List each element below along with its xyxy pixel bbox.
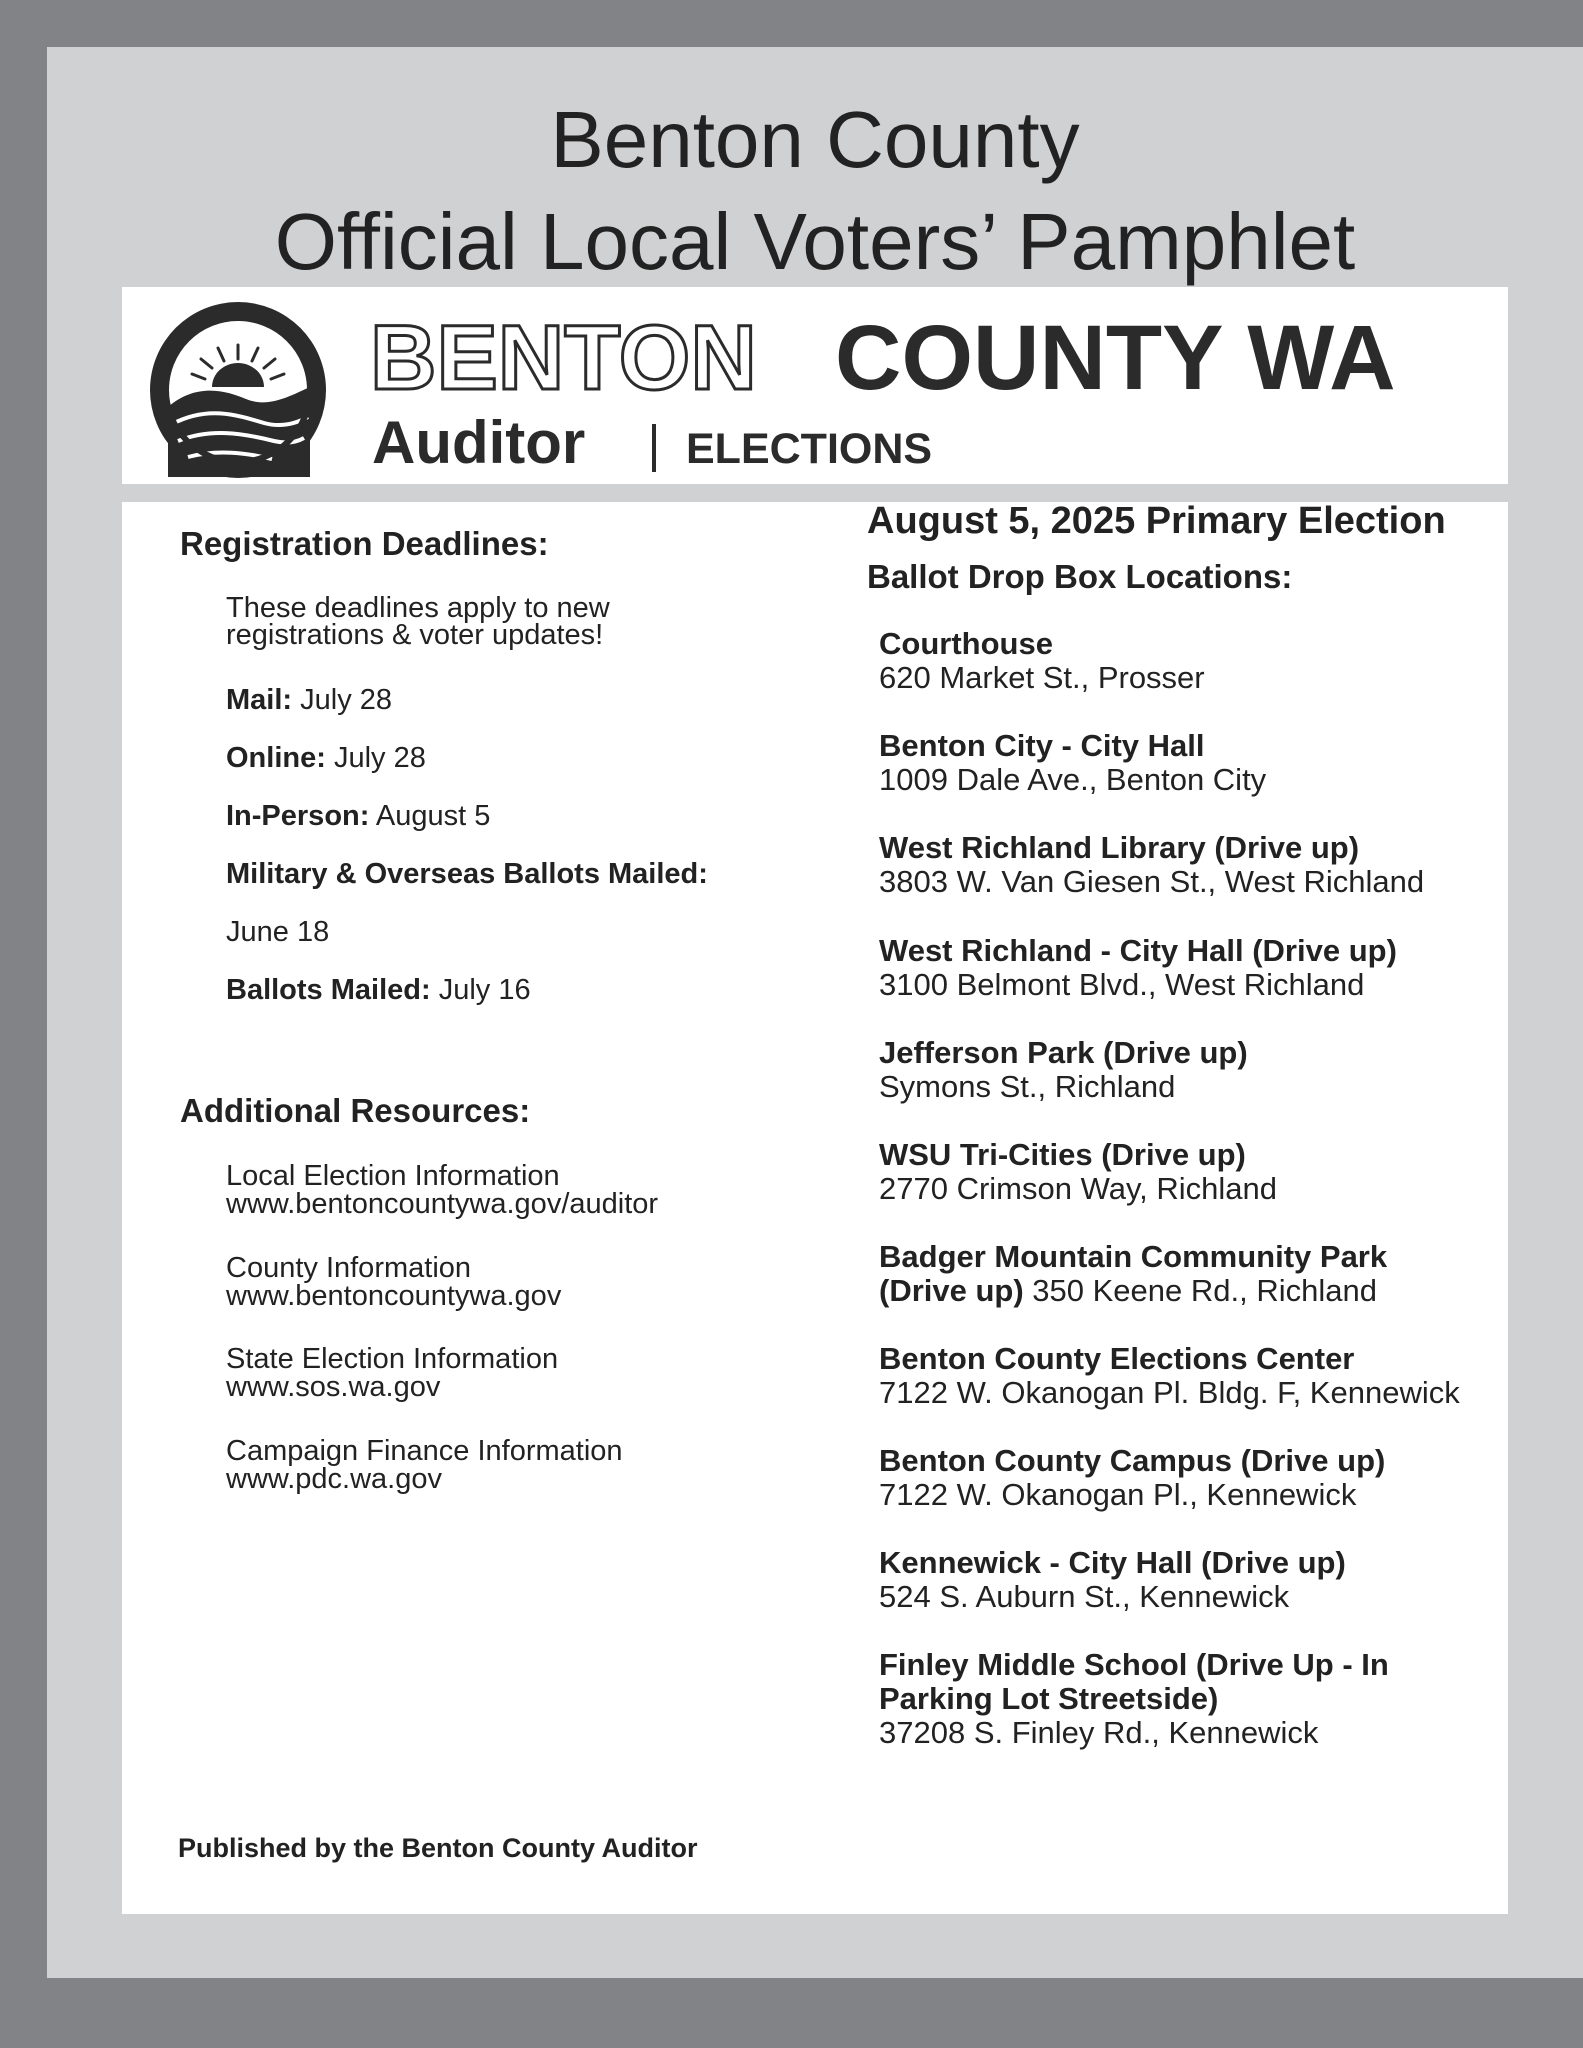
registration-heading: Registration Deadlines: [180, 525, 549, 562]
deadline-ballots-mailed: Ballots Mailed: July 16 [226, 974, 531, 1006]
deadline-online: Online: July 28 [226, 742, 426, 774]
auditor-elections-logo [122, 287, 1508, 484]
resource-label: Campaign Finance Information [226, 1435, 623, 1467]
logo-department: Auditor [372, 409, 586, 476]
location-address: 620 Market St., Prosser [879, 660, 1205, 695]
location-address: 350 Keene Rd., Richland [1023, 1273, 1377, 1308]
sunrise-hills-seal-icon [150, 302, 326, 478]
election-title: August 5, 2025 Primary Election [867, 500, 1446, 542]
location-address: 524 S. Auburn St., Kennewick [879, 1579, 1290, 1614]
dropbox-location [879, 831, 1424, 899]
location-name: Kennewick - City Hall (Drive up) [879, 1545, 1346, 1580]
dropbox-location [879, 729, 1266, 797]
location-name: Benton County Elections Center [879, 1341, 1355, 1376]
location-name-continued: (Drive up) 350 Keene Rd., Richland [879, 1273, 1377, 1308]
location-name: Finley Middle School (Drive Up - In [879, 1647, 1389, 1682]
logo-divider [652, 424, 656, 472]
title-line-2: Official Local Voters’ Pamphlet [274, 197, 1356, 286]
registration-intro-line-1: These deadlines apply to new [226, 592, 610, 624]
resource-link-state[interactable]: www.sos.wa.gov [226, 1371, 441, 1403]
location-address: 3803 W. Van Giesen St., West Richland [879, 864, 1425, 899]
location-name: Benton County Campus (Drive up) [879, 1443, 1386, 1478]
location-address: 3100 Belmont Blvd., West Richland [879, 967, 1365, 1002]
location-name: West Richland Library (Drive up) [879, 830, 1360, 865]
resources-heading: Additional Resources: [180, 1092, 531, 1129]
logo-division: ELECTIONS [686, 425, 933, 473]
location-name-continued: Parking Lot Streetside) [879, 1681, 1219, 1716]
dropbox-location [879, 1444, 1385, 1512]
dropbox-heading: Ballot Drop Box Locations: [867, 558, 1293, 595]
dropbox-location [879, 1138, 1277, 1206]
resource-link-campaign-finance[interactable]: www.pdc.wa.gov [226, 1463, 442, 1495]
logo-wordmark-county: COUNTY WA [835, 307, 1396, 409]
deadline-in-person: In-Person: August 5 [226, 800, 491, 832]
location-address: 7122 W. Okanogan Pl. Bldg. F, Kennewick [879, 1375, 1460, 1410]
page-title [47, 89, 1583, 293]
dropbox-location [879, 1036, 1248, 1104]
dropbox-location [879, 1342, 1460, 1410]
dropbox-location [879, 1240, 1387, 1308]
location-name: West Richland - City Hall (Drive up) [879, 933, 1397, 968]
dropbox-location [879, 1546, 1346, 1614]
deadline-military-overseas-date: June 18 [226, 916, 330, 948]
location-address: 2770 Crimson Way, Richland [879, 1171, 1277, 1206]
resource-label: County Information [226, 1252, 472, 1284]
location-name: Courthouse [879, 626, 1053, 661]
resource-label: State Election Information [226, 1343, 559, 1375]
pamphlet-page [47, 47, 1583, 1978]
location-name: Benton City - City Hall [879, 728, 1205, 763]
location-name: Jefferson Park (Drive up) [879, 1035, 1248, 1070]
deadline-military-overseas: Military & Overseas Ballots Mailed: [226, 858, 708, 890]
resource-link-county[interactable]: www.bentoncountywa.gov [226, 1280, 562, 1312]
logo-wordmark-benton: BENTON [370, 307, 757, 409]
title-line-1: Benton County [550, 95, 1080, 184]
resource-label: Local Election Information [226, 1160, 560, 1192]
location-name: Badger Mountain Community Park [879, 1239, 1388, 1274]
location-address: 1009 Dale Ave., Benton City [879, 762, 1267, 797]
dropbox-location [879, 627, 1205, 695]
pamphlet-content [122, 502, 1508, 1914]
location-name: WSU Tri-Cities (Drive up) [879, 1137, 1246, 1172]
location-address: 37208 S. Finley Rd., Kennewick [879, 1715, 1319, 1750]
registration-intro-line-2: registrations & voter updates! [226, 619, 604, 651]
published-by-note: Published by the Benton County Auditor [178, 1833, 698, 1863]
location-address: 7122 W. Okanogan Pl., Kennewick [879, 1477, 1357, 1512]
dropbox-location [879, 1648, 1389, 1750]
resource-link-local[interactable]: www.bentoncountywa.gov/auditor [226, 1188, 659, 1220]
deadline-mail: Mail: July 28 [226, 684, 393, 716]
dropbox-location [879, 934, 1397, 1002]
location-address: Symons St., Richland [879, 1069, 1176, 1104]
